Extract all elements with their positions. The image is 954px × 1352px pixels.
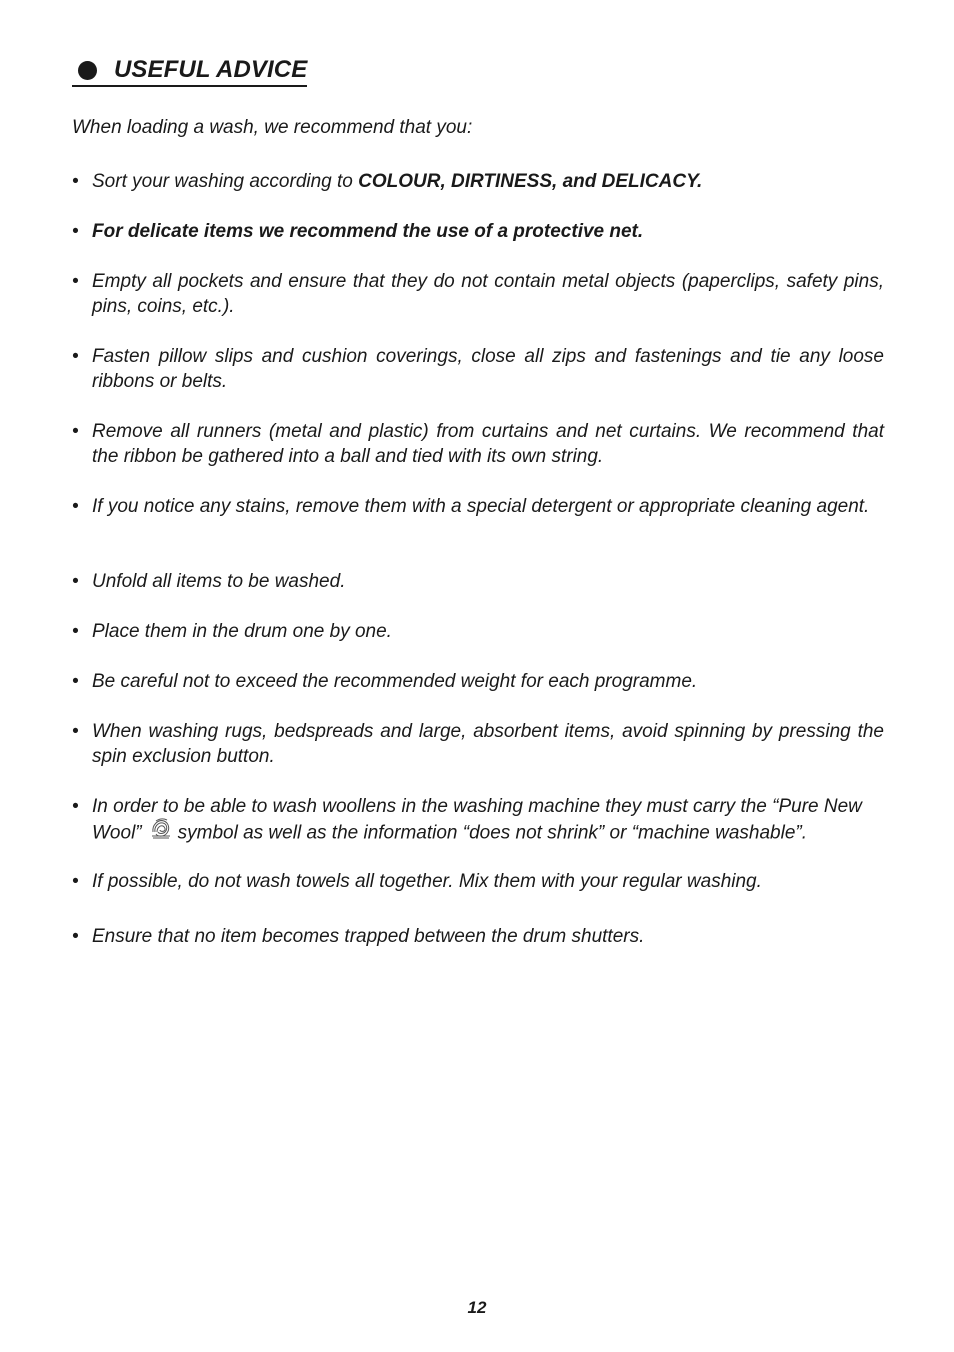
item-text: Sort your washing according to xyxy=(92,171,359,192)
list-item xyxy=(72,719,884,769)
list-item xyxy=(72,669,884,694)
bullet: • xyxy=(72,926,79,947)
bullet: • xyxy=(72,571,79,592)
list-item xyxy=(72,219,884,244)
list-item xyxy=(72,569,884,594)
item-text: Empty all pockets and ensure that they do not contain metal objects (paperclips, safety pins, pins, coins, etc.). xyxy=(92,271,884,317)
list-item xyxy=(72,419,884,469)
bullet-dot-icon xyxy=(78,61,97,80)
bullet: • xyxy=(72,871,79,892)
list-item xyxy=(72,269,884,319)
page-number: 12 xyxy=(467,1298,487,1317)
item-text: Place them in the drum one by one. xyxy=(92,621,392,642)
list-item xyxy=(72,169,884,194)
bullet: • xyxy=(72,421,79,442)
item-bold-text: For delicate items we recommend the use of a protective net. xyxy=(92,221,644,242)
section-heading xyxy=(72,56,307,87)
list-item xyxy=(72,794,884,848)
bullet: • xyxy=(72,496,79,517)
item-text: Be careful not to exceed the recommended weight for each programme. xyxy=(92,671,698,692)
list-item xyxy=(72,869,884,894)
item-text: Unfold all items to be washed. xyxy=(92,571,346,592)
bullet: • xyxy=(72,346,79,367)
item-text: Ensure that no item becomes trapped between the drum shutters. xyxy=(92,926,645,947)
bullet: • xyxy=(72,171,79,192)
item-text: In order to be able to wash woollens in the washing machine they must carry the “Pure New Wool” xyxy=(92,796,862,844)
bullet: • xyxy=(72,271,79,292)
bullet: • xyxy=(72,671,79,692)
item-text: Fasten pillow slips and cushion coverings, close all zips and fastenings and tie any loose ribbons or belts. xyxy=(92,346,884,392)
list-item xyxy=(72,619,884,644)
intro-text: When loading a wash, we recommend that you: xyxy=(72,117,473,138)
item-text: When washing rugs, bedspreads and large, absorbent items, avoid spinning by pressing the spin exclusion button. xyxy=(92,721,884,767)
item-bold-text: COLOUR, DIRTINESS, and DELICACY. xyxy=(358,171,703,192)
item-text: symbol as well as the information “does not shrink” or “machine washable”. xyxy=(177,822,808,844)
bullet: • xyxy=(72,796,79,817)
bullet: • xyxy=(72,221,79,242)
heading-title: USEFUL ADVICE xyxy=(114,56,308,83)
list-item xyxy=(72,494,884,519)
bullet: • xyxy=(72,721,79,742)
bullet: • xyxy=(72,621,79,642)
item-text: If you notice any stains, remove them with a special detergent or appropriate cleaning agent. xyxy=(92,496,870,517)
woolmark-icon xyxy=(150,817,172,846)
list-item xyxy=(72,924,884,949)
item-text: Remove all runners (metal and plastic) from curtains and net curtains. We recommend that the ribbon be gathered into a ball and tied with its own string. xyxy=(92,421,884,467)
item-text: If possible, do not wash towels all together. Mix them with your regular washing. xyxy=(92,871,762,892)
list-item xyxy=(72,344,884,394)
